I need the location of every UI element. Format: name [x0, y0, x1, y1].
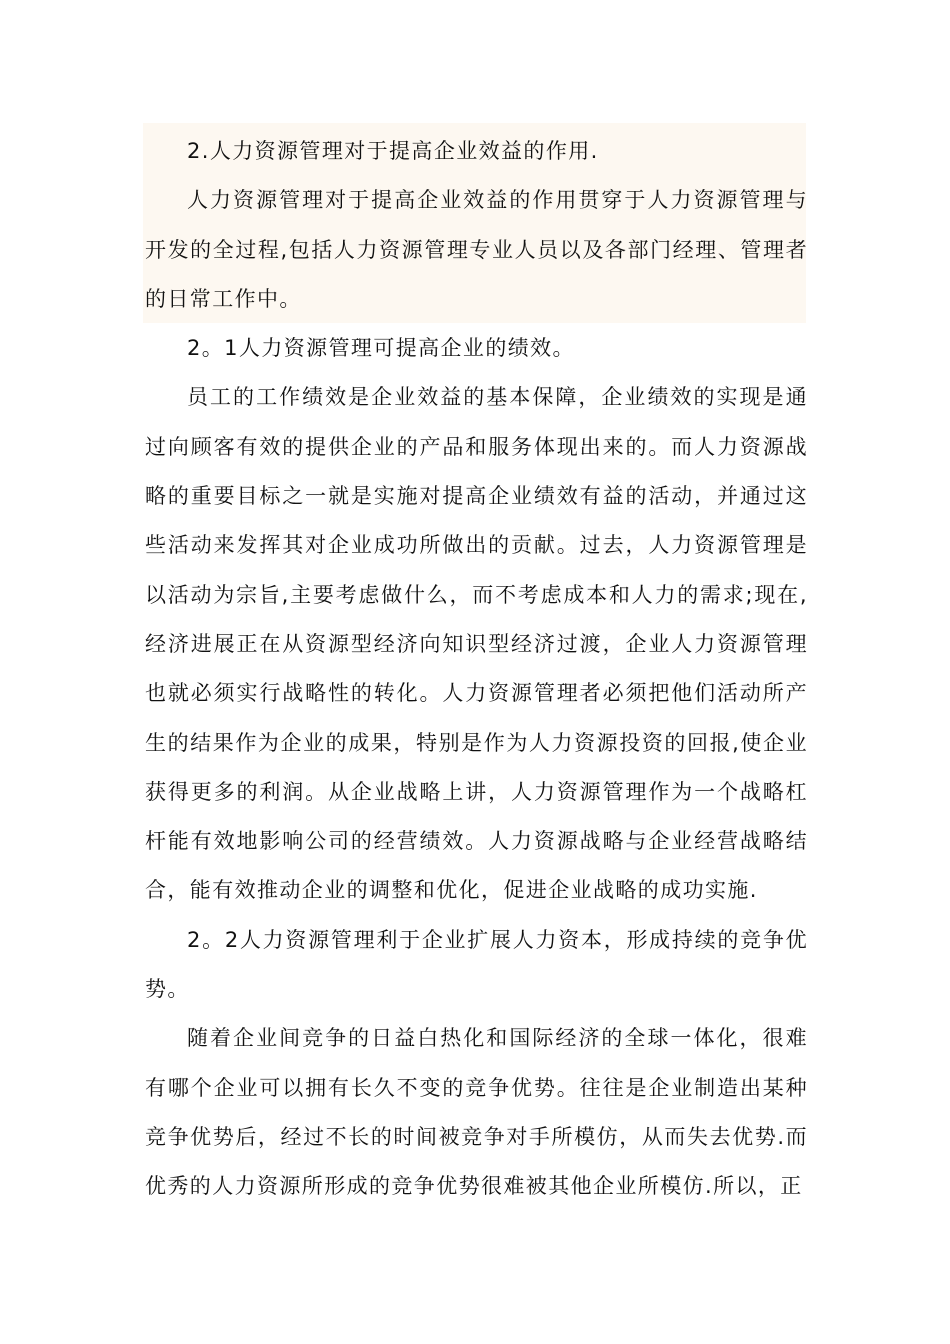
subsection-heading-2-2: 2。2人力资源管理利于企业扩展人力资本，形成持续的竞争优势。	[145, 927, 808, 1002]
paragraph-performance: 员工的工作绩效是企业效益的基本保障，企业绩效的实现是通过向顾客有效的提供企业的产品和服务体现出来的。而人力资源战略的重要目标之一就是实施对提高企业绩效有益的活动，并通过这些活动来发挥其对企业成功所做出的贡献。过去，人力资源管理是以活动为宗旨,主要考虑做什么，而不考虑成本和人力的需求;现在,经济进展正在从资源型经济向知识型经济过渡，企业人力资源管理也就必须实行战略性的转化。人力资源管理者必须把他们活动所产生的结果作为企业的成果，特别是作为人力资源投资的回报,使企业获得更多的利润。从企业战略上讲，人力资源管理作为一个战略杠杆能有效地影响公司的经营绩效。人力资源战略与企业经营战略结合，能有效推动企业的调整和优化，促进企业战略的成功实施.	[145, 385, 808, 903]
paragraph-intro: 人力资源管理对于提高企业效益的作用贯穿于人力资源管理与开发的全过程,包括人力资源管理专业人员以及各部门经理、管理者的日常工作中。	[145, 188, 808, 311]
document-body	[145, 127, 808, 1212]
section-heading-2: 2.人力资源管理对于提高企业效益的作用.	[187, 139, 599, 163]
paragraph-competition: 随着企业间竞争的日益白热化和国际经济的全球一体化，很难有哪个企业可以拥有长久不变的竞争优势。往往是企业制造出某种竞争优势后，经过不长的时间被竞争对手所模仿，从而失去优势.而优秀的人力资源所形成的竞争优势很难被其他企业所模仿.所以，正	[145, 1026, 808, 1199]
subsection-heading-2-1: 2。1人力资源管理可提高企业的绩效。	[187, 336, 575, 361]
